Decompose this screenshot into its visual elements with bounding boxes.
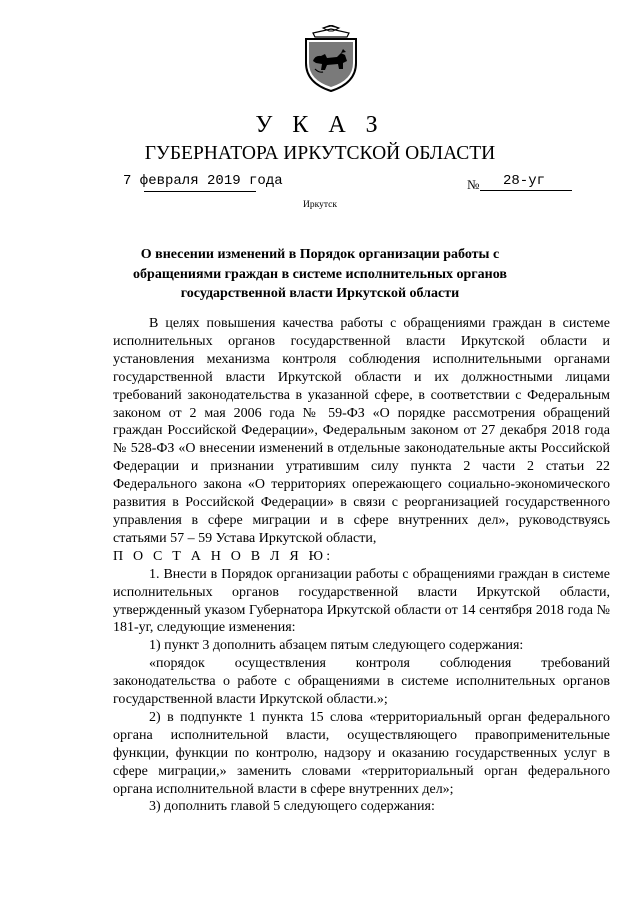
item-1-paragraph: 1. Внести в Порядок организации работы с обращениями граждан в системе исполнительных органов государственной власти Иркутской области, утвержденный указом Губернатора Иркутской области от 14 сентября 2018 года № 181-уг, следующие изменения: [113, 566, 610, 636]
number-sign: № [467, 177, 480, 192]
subitem-2-paragraph: 2) в подпункте 1 пункта 15 слова «территориальный орган федерального органа исполнительной власти, осуществляющего правоприменительные функции, функции по контролю, надзору и оказанию государственных услуг в сфере миграции,» заменить словами «территориальный орган федерального органа исполнительной власти в сфере внутренних дел»; [113, 709, 610, 797]
document-type: У К А З [255, 112, 385, 138]
preamble-paragraph: В целях повышения качества работы с обращениями граждан в системе исполнительных органов государственной власти Иркутской области и установления механизма контроля соблюдения исполнительными органами государственной власти Иркутской области и их должностными лицами требований законодательства в указанной сфере, в соответствии с Федеральным законом от 2 мая 2006 года № 59-ФЗ «О порядке рассмотрения обращений граждан Российской Федерации», Федеральным законом от 27 декабря 2018 года № 528-ФЗ «О внесении изменений в отдельные законодательные акты Российской Федерации и признании утратившим силу пункта 2 части 2 статьи 22 Федерального закона «О территориях опережающего социально-экономического развития в Российской Федерации» в связи с реорганизацией государственного управления в сфере миграции и в сфере внутренних дел», руководствуясь статьями 57 – 59 Устава Иркутской области, [113, 316, 610, 546]
number-underline [480, 190, 572, 191]
coat-of-arms-icon [303, 25, 359, 93]
date-underline [144, 191, 256, 192]
quote-1-paragraph: «порядок осуществления контроля соблюдения требований законодательства о работе с обращениями в системе исполнительных органов государственной власти Иркутской области.»; [113, 656, 610, 708]
document-title: О внесении изменений в Порядок организации работы с обращениями граждан в системе исполнительных органов государственной власти Иркутской области [133, 247, 507, 301]
document-body [113, 315, 610, 816]
issuer: ГУБЕРНАТОРА ИРКУТСКОЙ ОБЛАСТИ [144, 143, 496, 164]
subitem-3-paragraph: 3) дополнить главой 5 следующего содержания: [149, 799, 435, 815]
city: Иркутск [303, 200, 337, 210]
decree-date: 7 февраля 2019 года [123, 173, 283, 189]
decree-number: 28-уг [503, 173, 546, 189]
decree-word: П О С Т А Н О В Л Я Ю: [113, 548, 334, 564]
subitem-1-paragraph: 1) пункт 3 дополнить абзацем пятым следующего содержания: [149, 638, 524, 654]
